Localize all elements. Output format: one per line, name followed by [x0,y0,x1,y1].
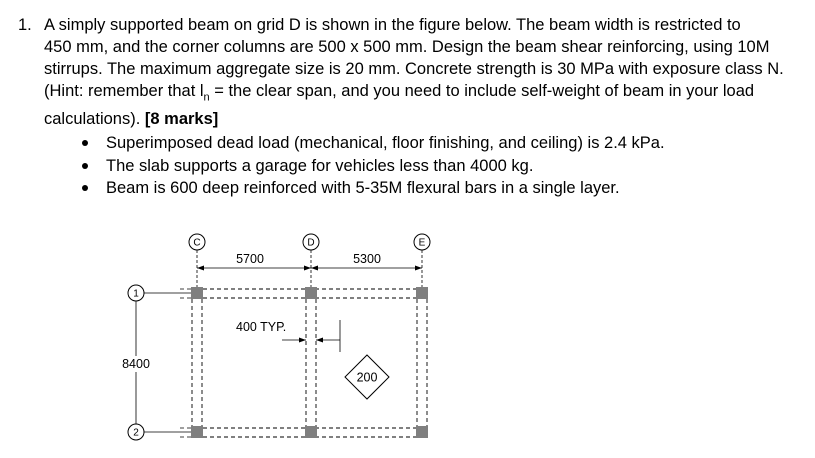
column-e1 [416,287,428,299]
top-dimension-line [197,266,422,271]
grid-label-d: D [307,237,315,249]
column-c2 [191,426,203,438]
question-number: 1. [18,16,32,34]
bullet-text: Beam is 600 deep reinforced with 5-35M flexural bars in a single layer. [106,179,620,198]
column-d1 [305,287,317,299]
question-line-5-text: calculations). [44,110,145,129]
grid-label-e: E [418,237,426,249]
span-de-label: 5300 [353,252,381,266]
question-line-3: stirrups. The maximum aggregate size is 20 mm. Concrete strength is 30 MPa with exposure class N. [44,60,784,78]
grid-bubble-d [303,234,319,250]
slab-thickness-tag [345,355,389,399]
hint-subscript: n [203,91,210,104]
grid-bubble-1 [128,285,144,301]
span-cd-label: 5700 [236,252,264,266]
hint-start: (Hint: remember that l [44,82,204,100]
bullet-text: The slab supports a garage for vehicles less than 4000 kg. [106,156,534,175]
marks-label: [8 marks] [144,110,219,129]
bullet-text: Superimposed dead load (mechanical, floor finishing, and ceiling) is 2.4 kPa. [106,134,665,153]
edge-lines [180,289,192,437]
question-line-1: A simply supported beam on grid D is shown in the figure below. The beam width is restricted to [44,16,741,34]
grid-bubble-c [189,234,205,250]
slab-thickness-label: 200 [356,370,378,385]
grid-label-1: 1 [133,288,139,300]
question-line-2: 450 mm, and the corner columns are 500 x 500 mm. Design the beam shear reinforcing, using 10M [44,38,770,56]
grid-label-c: C [193,237,201,249]
typ-dimension-arrows [282,320,340,352]
typ-label: 400 TYP. [236,320,287,334]
span-12-label: 8400 [122,357,150,371]
column-d2 [305,426,317,438]
grid-extension-lines [197,250,422,290]
columns [191,287,428,438]
hint-rest: = the clear span, and you need to include self-weight of beam in your load [209,82,755,100]
beam-outlines [192,289,427,437]
column-c1 [191,287,203,299]
grid-label-2: 2 [133,427,139,439]
grid-bubble-e [414,234,430,250]
grid-bubble-2 [128,424,144,440]
column-e2 [416,426,428,438]
